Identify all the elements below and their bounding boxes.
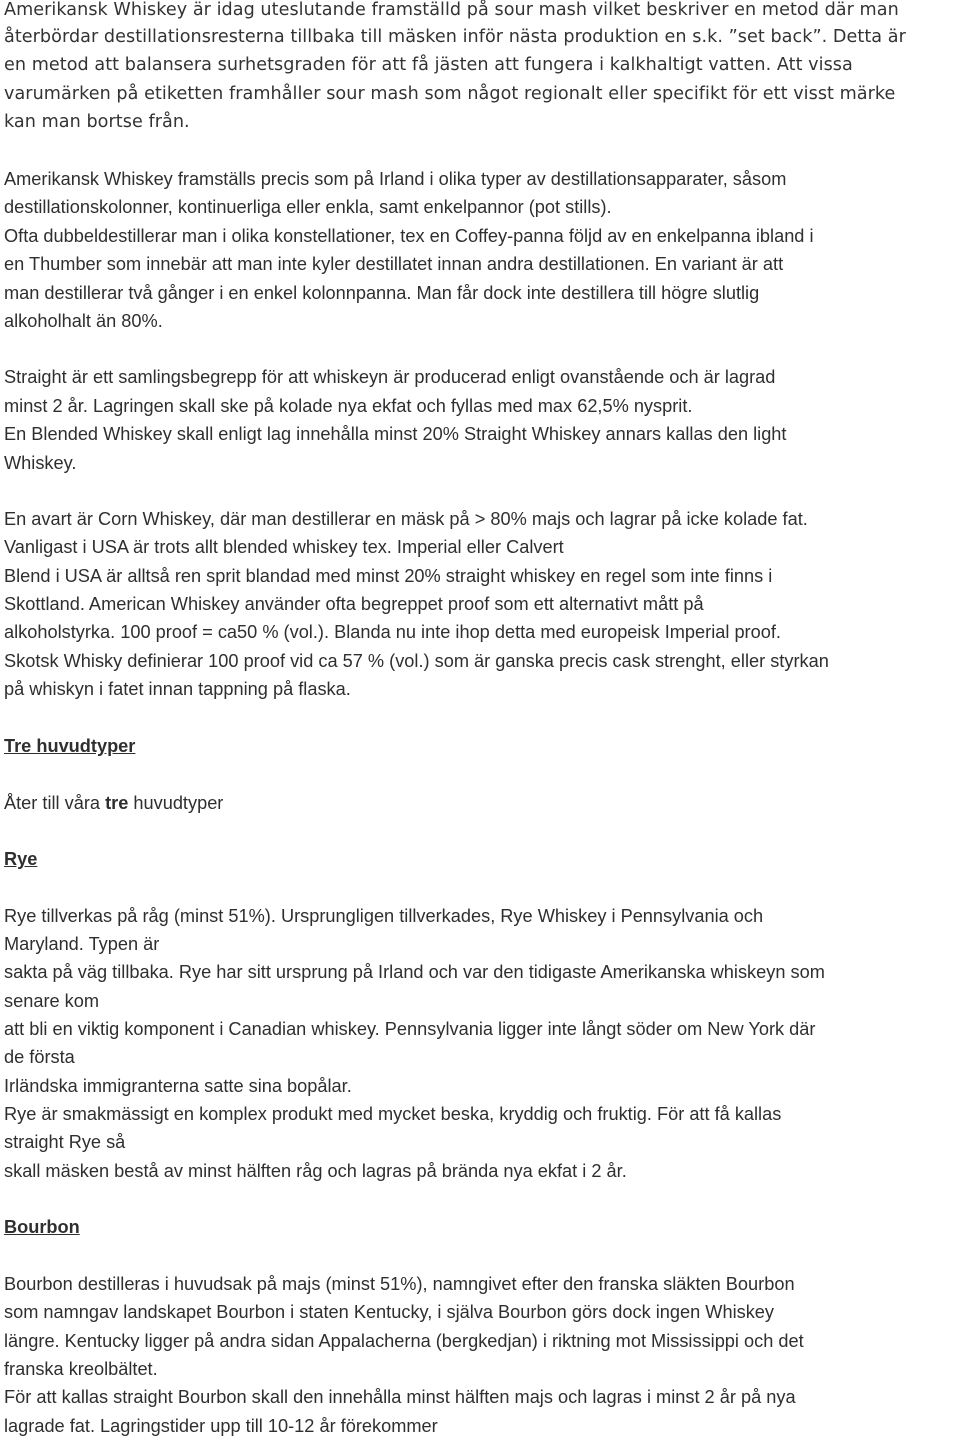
text-line: En Blended Whiskey skall enligt lag innehålla minst 20% Straight Whiskey annars kallas den light xyxy=(4,424,787,444)
text-line: att bli en viktig komponent i Canadian whiskey. Pennsylvania ligger inte långt söder om New York där xyxy=(4,1019,816,1039)
text-line: Blend i USA är alltså ren sprit blandad med minst 20% straight whiskey en regel som inte finns i xyxy=(4,566,773,586)
back-prefix: Åter till våra xyxy=(4,793,106,813)
text-line: alkoholstyrka. 100 proof = ca50 % (vol.). Blanda nu inte ihop detta med europeisk Imperial proof. xyxy=(4,622,781,642)
text-line: återbördar destillationsresterna tillbaka till mäsken inför nästa produktion en s.k. ”set back”. Detta är xyxy=(4,27,906,47)
text-line: en Thumber som innebär att man inte kyler destillatet innan andra destillationen. En variant är att xyxy=(4,254,784,274)
text-line: Rye tillverkas på råg (minst 51%). Ursprungligen tillverkades, Rye Whiskey i Pennsylvania och xyxy=(4,906,764,926)
text-line: varumärken på etiketten framhåller sour mash som något regionalt eller specifikt för ett visst märke xyxy=(4,84,896,104)
text-line: en metod att balansera surhetsgraden för att få jästen att fungera i kalkhaltigt vatten. Att vissa xyxy=(4,55,853,75)
text-line: kan man bortse från. xyxy=(4,112,190,132)
text-line: Whiskey. xyxy=(4,453,77,473)
text-line: på whiskyn i fatet innan tappning på flaska. xyxy=(4,679,351,699)
text-line: Rye är smakmässigt en komplex produkt med mycket beska, kryddig och fruktig. För att få kallas xyxy=(4,1104,782,1124)
back-suffix: huvudtyper xyxy=(128,793,224,813)
text-line: Straight är ett samlingsbegrepp för att whiskeyn är producerad enligt ovanstående och är lagrad xyxy=(4,367,776,387)
back-bold: tre xyxy=(105,793,129,813)
text-line: destillationskolonner, kontinuerliga eller enkla, samt enkelpannor (pot stills). xyxy=(4,197,612,217)
text-line: längre. Kentucky ligger på andra sidan Appalacherna (bergkedjan) i riktning mot Mississippi och det xyxy=(4,1331,804,1351)
text-line: skall mäsken bestå av minst hälften råg och lagras på brända nya ekfat i 2 år. xyxy=(4,1161,627,1181)
heading-rye: Rye xyxy=(4,849,38,869)
text-line: Ofta dubbeldestillerar man i olika konstellationer, tex en Coffey-panna följd av en enkelpanna ibland i xyxy=(4,226,814,246)
text-line: Skottland. American Whiskey använder ofta begreppet proof som ett alternativt mått på xyxy=(4,594,704,614)
text-line: Irländska immigranterna satte sina bopålar. xyxy=(4,1076,352,1096)
text-line: som namngav landskapet Bourbon i staten Kentucky, i själva Bourbon görs dock ingen Whiskey xyxy=(4,1302,775,1322)
text-line: Vanligast i USA är trots allt blended whiskey tex. Imperial eller Calvert xyxy=(4,537,564,557)
text-line: För att kallas straight Bourbon skall den innehålla minst hälften majs och lagras i minst 2 år på nya xyxy=(4,1387,796,1407)
text-line: man destillerar två gånger i en enkel kolonnpanna. Man får dock inte destillera till högre slutlig xyxy=(4,283,760,303)
heading-bourbon: Bourbon xyxy=(4,1217,80,1237)
text-line: alkoholhalt än 80%. xyxy=(4,311,163,331)
text-line: franska kreolbältet. xyxy=(4,1359,158,1379)
text-line: Skotsk Whisky definierar 100 proof vid ca 57 % (vol.) som är ganska precis cask strenght, eller styrkan xyxy=(4,651,829,671)
text-line: straight Rye så xyxy=(4,1132,126,1152)
text-line: En avart är Corn Whiskey, där man destillerar en mäsk på > 80% majs och lagrar på icke kolade fat. xyxy=(4,509,808,529)
back-to-types-line xyxy=(4,793,223,814)
text-line: Amerikansk Whiskey är idag uteslutande framställd på sour mash vilket beskriver en metod där man xyxy=(4,0,899,20)
text-line: Bourbon destilleras i huvudsak på majs (minst 51%), namngivet efter den franska släkten Bourbon xyxy=(4,1274,795,1294)
text-line: senare kom xyxy=(4,991,100,1011)
text-line: minst 2 år. Lagringen skall ske på kolade nya ekfat och fyllas med max 62,5% nysprit. xyxy=(4,396,693,416)
text-line: Maryland. Typen är xyxy=(4,934,160,954)
text-line: de första xyxy=(4,1047,75,1067)
text-line: lagrade fat. Lagringstider upp till 10-12 år förekommer xyxy=(4,1416,438,1436)
heading-main-types: Tre huvudtyper xyxy=(4,736,136,756)
text-line: sakta på väg tillbaka. Rye har sitt ursprung på Irland och var den tidigaste Amerikanska whiskeyn som xyxy=(4,962,825,982)
text-line: Amerikansk Whiskey framställs precis som på Irland i olika typer av destillationsapparater, såsom xyxy=(4,169,787,189)
